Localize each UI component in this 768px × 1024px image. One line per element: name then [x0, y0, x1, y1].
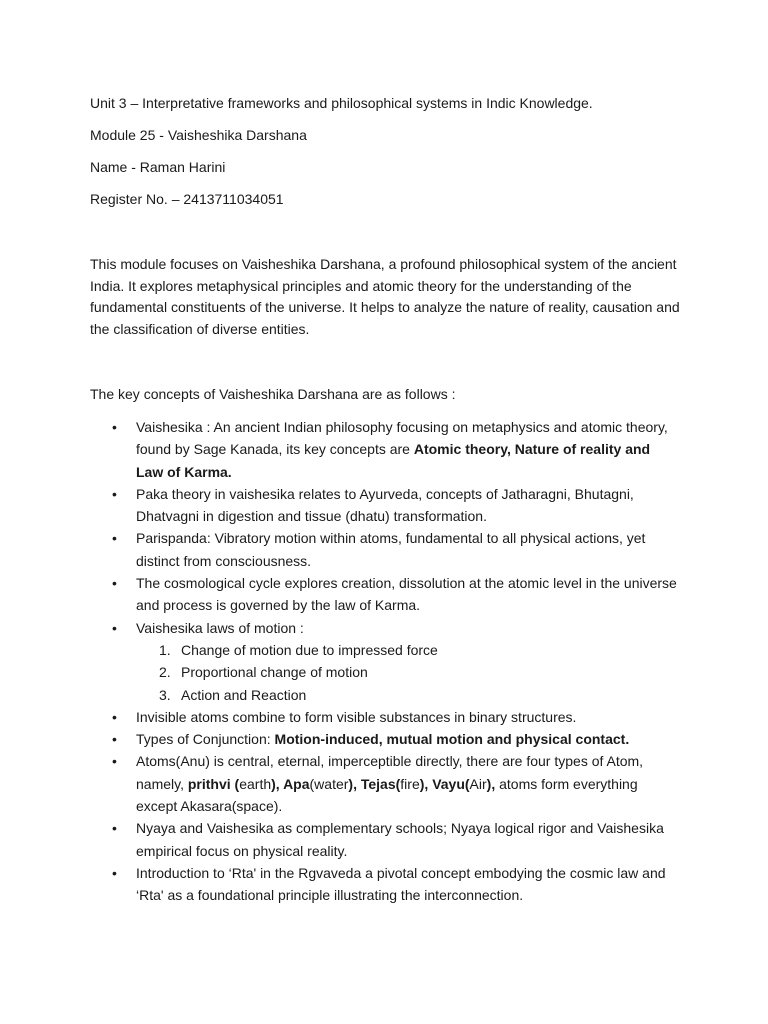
list-item: • Atoms(Anu) is central, eternal, imperceptible directly, there are four types of Atom, namely, prithvi (earth), Apa(water), Tejas(fire), Vayu(Air), atoms form everything except Akasara(space). [90, 750, 680, 817]
list-item: • Parispanda: Vibratory motion within atoms, fundamental to all physical actions, yet distinct from consciousness. [90, 527, 680, 572]
unit-title: Unit 3 – Interpretative frameworks and philosophical systems in Indic Knowledge. [90, 95, 593, 111]
laws-of-motion-list [136, 639, 680, 706]
list-item: • Types of Conjunction: Motion-induced, mutual motion and physical contact. [90, 728, 680, 750]
list-item: • The cosmological cycle explores creation, dissolution at the atomic level in the universe and process is governed by the law of Karma. [90, 572, 680, 617]
law-item: 3. Action and Reaction [159, 686, 307, 703]
list-item: • Paka theory in vaishesika relates to Ayurveda, concepts of Jatharagni, Bhutagni, Dhatvagni in digestion and tissue (dhatu) transformation. [90, 483, 680, 528]
register-number: Register No. – 2413711034051 [90, 191, 284, 207]
student-name: Name - Raman Harini [90, 159, 226, 175]
list-item: • Introduction to ‘Rta' in the Rgvaveda a pivotal concept embodying the cosmic law and ‘Rta' as a foundational principle illustrating the interconnection. [90, 862, 680, 907]
list-item: • Vaishesika laws of motion : 1. Change of motion due to impressed force 2. Proportional change of motion 3. Action and Reaction [90, 617, 680, 706]
key-concepts-heading: The key concepts of Vaisheshika Darshana are as follows : [90, 386, 456, 402]
key-concepts-list [90, 416, 680, 907]
list-item: • Vaishesika : An ancient Indian philosophy focusing on metaphysics and atomic theory, found by Sage Kanada, its key concepts are Atomic theory, Nature of reality and Law of Karma. [90, 416, 680, 483]
list-item: • Invisible atoms combine to form visible substances in binary structures. [90, 706, 680, 728]
module-title: Module 25 - Vaisheshika Darshana [90, 127, 307, 143]
list-item: • Nyaya and Vaishesika as complementary schools; Nyaya logical rigor and Vaishesika empirical focus on physical reality. [90, 817, 680, 862]
law-item: 1. Change of motion due to impressed force [159, 641, 438, 658]
law-item: 2. Proportional change of motion [159, 664, 368, 681]
intro-paragraph: This module focuses on Vaisheshika Darshana, a profound philosophical system of the ancient India. It explores metaphysical principles and atomic theory for the understanding of the fundamental constituents of the universe. It helps to analyze the nature of reality, causation and the classification of diverse entities. [90, 256, 680, 337]
